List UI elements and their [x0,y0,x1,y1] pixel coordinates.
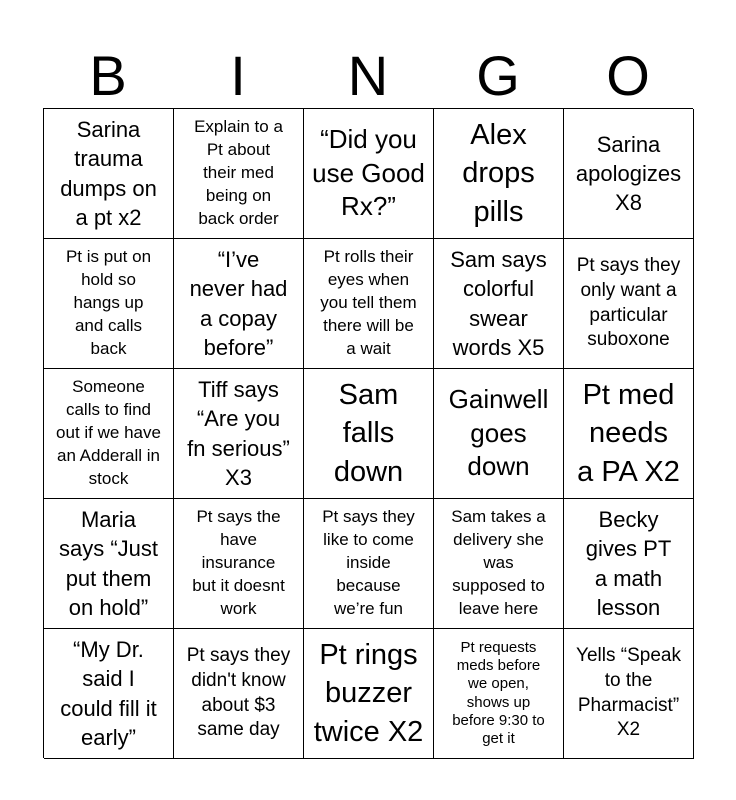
header-letter-o: O [606,44,650,107]
header-letter-i: I [230,44,246,107]
cell-text: Pt says they like to come inside because we’re fun [322,507,415,618]
bingo-cell[interactable] [44,629,174,759]
cell-text: Sarina trauma dumps on a pt x2 [60,117,157,230]
cell-text: Pt says they only want a particular suboxone [576,255,681,351]
bingo-cell[interactable] [44,109,174,239]
bingo-cell[interactable] [44,239,174,369]
bingo-cell[interactable] [174,239,304,369]
cell-text: Pt med needs a PA X2 [577,378,680,488]
bingo-cell[interactable] [304,499,434,629]
bingo-cell[interactable] [174,109,304,239]
cell-text: Sam falls down [333,378,404,488]
cell-text: Alex drops pills [462,118,535,228]
bingo-cell[interactable] [304,369,434,499]
cell-text: Pt is put on hold so hangs up and calls back [65,247,152,358]
bingo-cell[interactable] [564,499,694,629]
cell-text: Becky gives PT a math lesson [585,507,672,620]
bingo-cell[interactable] [564,629,694,759]
bingo-cell[interactable] [564,369,694,499]
bingo-cell[interactable] [174,369,304,499]
bingo-header [43,40,693,108]
header-letter-b: B [89,44,127,107]
cell-text: Sarina apologizes X8 [575,131,682,216]
cell-text: Someone calls to find out if we have an Adderall in stock [56,377,161,488]
bingo-cell[interactable] [564,109,694,239]
cell-text: “Did you use Good Rx?” [312,123,425,222]
bingo-cell[interactable] [434,109,564,239]
bingo-cell[interactable] [44,369,174,499]
cell-text: Sam says colorful swear words X5 [450,247,547,360]
bingo-cell[interactable] [174,629,304,759]
bingo-cell[interactable] [434,629,564,759]
cell-text: Maria says “Just put them on hold” [58,507,159,620]
header-letter-g: G [476,44,520,107]
cell-text: Pt rolls their eyes when you tell them there will be a wait [320,247,417,358]
cell-text: Pt says they didn't know about $3 same day [186,645,291,741]
bingo-cell[interactable] [304,109,434,239]
cell-text: Sam takes a delivery she was supposed to leave here [451,507,546,618]
cell-text: Tiff says “Are you fn serious” X3 [187,377,290,490]
bingo-cell[interactable] [434,499,564,629]
cell-text: Pt rings buzzer twice X2 [313,638,424,748]
bingo-cell[interactable] [434,239,564,369]
cell-text: Gainwell goes down [448,383,549,482]
bingo-cell[interactable] [434,369,564,499]
cell-text: Pt says the have insurance but it doesnt work [192,507,285,618]
bingo-cell[interactable] [44,499,174,629]
bingo-cell[interactable] [304,629,434,759]
header-letter-n: N [347,44,389,107]
cell-text: Yells “Speak to the Pharmacist” X2 [576,645,681,741]
cell-text: Explain to a Pt about their med being on back order [194,117,283,228]
bingo-cell[interactable] [304,239,434,369]
cell-text: “I’ve never had a copay before” [189,247,288,360]
bingo-board [43,108,693,758]
cell-text: Pt requests meds before we open, shows up before 9:30 to get it [452,638,545,748]
cell-text: “My Dr. said I could fill it early” [60,637,157,750]
bingo-cell[interactable] [564,239,694,369]
bingo-cell[interactable] [174,499,304,629]
